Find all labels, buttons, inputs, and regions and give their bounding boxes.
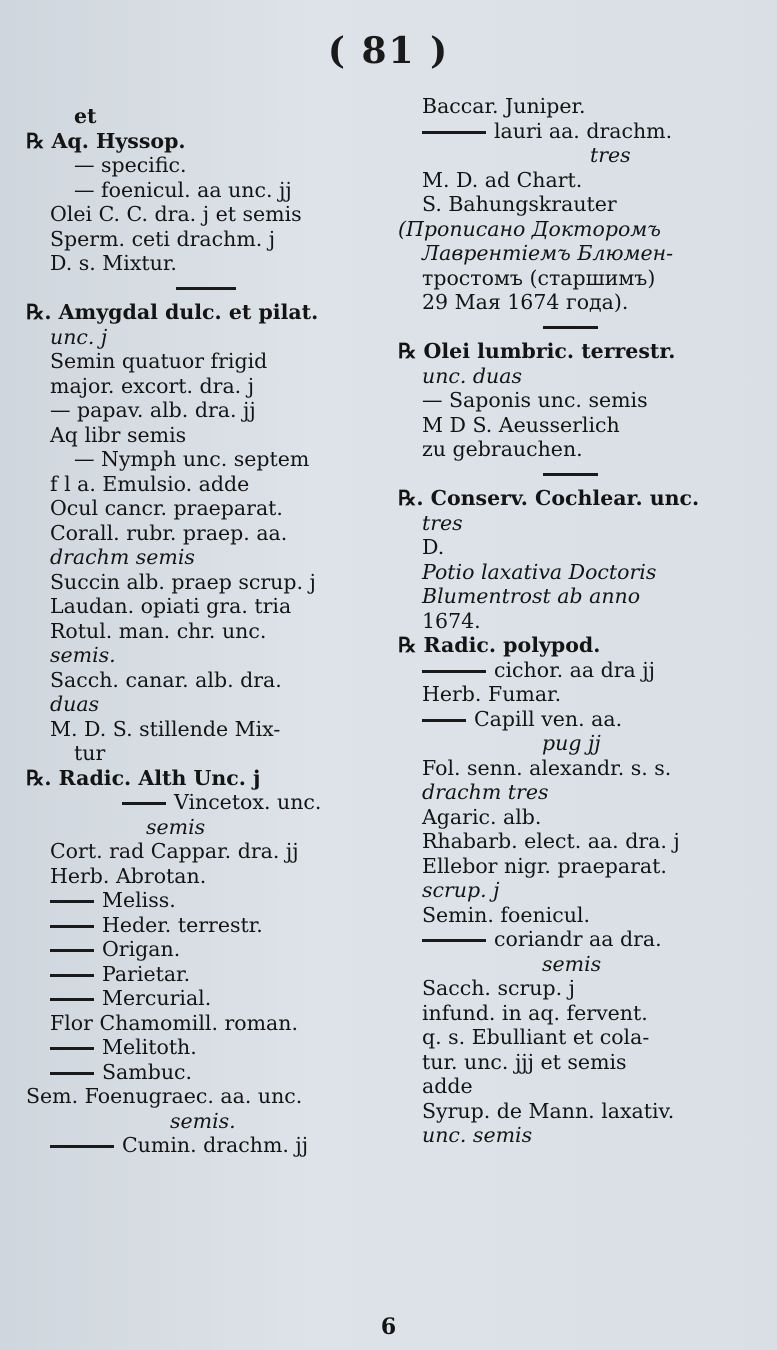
recipe-text: ℞. Conserv. Cochlear. unc. [398,486,700,510]
recipe-text: Sacch. canar. alb. dra. [50,667,282,692]
recipe-line [398,94,758,119]
recipe-text: — foenicul. aa unc. jj [74,177,292,202]
recipe-text: ℞ Aq. Hyssop. [26,128,186,153]
recipe-line [26,766,386,791]
recipe-line [398,658,758,683]
recipe-line [398,560,758,585]
ditto-dash [50,998,94,1001]
recipe-line [26,374,386,399]
ditto-dash [122,802,166,805]
recipe-line [398,192,758,217]
recipe-text: Potio laxativa Doctoris [422,559,657,584]
recipe-text: Semin quatuor frigid [50,349,268,373]
recipe-line [398,413,758,438]
recipe-line [26,178,386,203]
recipe-text: f l a. Emulsio. adde [50,471,250,496]
recipe-line [26,227,386,252]
recipe-text: Semin. foenicul. [422,902,590,927]
recipe-line [26,129,386,154]
recipe-line [26,962,386,987]
recipe-text: scrup. j [422,878,500,902]
recipe-text: Herb. Fumar. [422,682,562,706]
recipe-line [26,1133,386,1158]
recipe-line [398,805,758,830]
recipe-text: semis [146,814,206,839]
recipe-line [398,241,758,266]
recipe-text: Blumentrost ab anno [422,584,641,608]
ditto-dash [50,974,94,977]
recipe-text: semis. [50,643,116,667]
recipe-text: S. Bahungskrauter [422,192,617,216]
recipe-text: major. excort. dra. j [50,373,255,398]
recipe-text: — Saponis unc. semis [422,388,648,412]
recipe-text: Лаврентіемъ Блюмен- [422,241,674,265]
recipe-line [398,486,758,511]
recipe-text: Baccar. Juniper. [422,94,586,118]
recipe-line [26,594,386,619]
recipe-line [398,217,758,242]
recipe-text: ℞ Radic. polypod. [398,633,601,657]
ditto-dash [50,1047,94,1050]
recipe-line [398,854,758,879]
recipe-text: tur. unc. jjj et semis [422,1049,627,1074]
recipe-line [26,398,386,423]
recipe-text: Cort. rad Cappar. dra. jj [50,839,299,863]
recipe-text: ℞ Olei lumbric. terrestr. [398,339,676,363]
recipe-line [398,878,758,903]
recipe-line [398,511,758,536]
recipe-line [26,839,386,864]
ditto-dash [422,131,486,134]
recipe-text: 29 Мая 1674 года). [422,290,629,314]
recipe-text: 1674. [422,608,481,633]
recipe-line [26,815,386,840]
recipe-text: pug jj [542,731,601,755]
recipe-text: Melitoth. [102,1035,197,1059]
recipe-text: Origan. [102,937,181,961]
recipe-line [398,780,758,805]
recipe-line [26,202,386,227]
recipe-text: Flor Chamomill. roman. [50,1010,298,1035]
recipe-text: infund. in aq. fervent. [422,1000,648,1025]
recipe-text: Capill ven. aa. [474,706,623,731]
recipe-line [398,339,758,364]
recipe-text: unc. duas [422,363,522,388]
recipe-line [26,1084,386,1109]
recipe-line [26,521,386,546]
page-number: ( 81 ) [327,30,450,72]
recipe-text: Syrup. de Mann. laxativ. [422,1098,675,1123]
recipe-text: тростомъ (старшимъ) [422,265,656,290]
recipe-line [26,104,386,129]
recipe-text: Sacch. scrup. j [422,976,575,1000]
recipe-line [398,168,758,193]
ditto-dash [50,925,94,928]
recipe-text: Mercurial. [102,986,212,1010]
ditto-dash [50,1145,114,1148]
recipe-text: Sem. Foenugraec. aa. unc. [26,1084,303,1108]
recipe-line [398,388,758,413]
recipe-line [398,1123,758,1148]
recipe-text: tres [590,143,631,167]
recipe-line [26,153,386,178]
recipe-line [398,829,758,854]
recipe-text: drachm tres [422,780,549,804]
recipe-line [398,633,758,658]
recipe-line [398,976,758,1001]
recipe-line [398,609,758,634]
recipe-text: — specific. [74,153,187,177]
recipe-line [398,1074,758,1099]
recipe-text: Parietar. [102,961,191,986]
recipe-text: D. s. Mixtur. [50,251,177,275]
recipe-line [398,731,758,756]
recipe-line [26,325,386,350]
recipe-text: Succin alb. praep scrup. j [50,569,316,594]
recipe-text: Cumin. drachm. jj [122,1133,309,1157]
recipe-line [26,913,386,938]
recipe-text: adde [422,1074,473,1098]
ditto-dash [50,900,94,903]
recipe-text: Laudan. opiati gra. tria [50,594,292,618]
recipe-line [26,888,386,913]
recipe-text: Heder. terrestr. [102,912,263,937]
recipe-line [26,717,386,742]
recipe-line [398,1050,758,1075]
recipe-line [26,1109,386,1134]
recipe-line [398,1025,758,1050]
recipe-line [26,790,386,815]
recipe-line [26,864,386,889]
recipe-text: ℞. Radic. Alth Unc. j [26,765,261,790]
recipe-text: Ellebor nigr. praeparat. [422,853,667,878]
recipe-line [398,1001,758,1026]
recipe-text: zu gebrauchen. [422,437,583,461]
recipe-line [398,903,758,928]
recipe-text: ℞. Amygdal dulc. et pilat. [26,300,319,324]
recipe-text: semis. [170,1108,236,1133]
recipe-line [26,986,386,1011]
recipe-line [398,266,758,291]
recipe-text: lauri aa. drachm. [494,118,673,143]
recipe-line [398,927,758,952]
recipe-line [398,119,758,144]
recipe-text: — Nymph unc. septem [74,447,310,471]
recipe-text: Meliss. [102,888,176,912]
recipe-text: Herb. Abrotan. [50,863,207,888]
recipe-text: Corall. rubr. praep. aa. [50,520,288,545]
right-column [398,94,758,1148]
recipe-text: duas [50,692,100,716]
recipe-line [398,584,758,609]
recipe-text: Vincetox. unc. [174,790,322,814]
recipe-line [26,1035,386,1060]
recipe-line [398,682,758,707]
recipe-text: — papav. alb. dra. jj [50,398,256,422]
recipe-line [398,1099,758,1124]
left-column [26,104,386,1158]
recipe-line [26,692,386,717]
recipe-text: Rotul. man. chr. unc. [50,618,267,643]
recipe-text: q. s. Ebulliant et cola- [422,1025,650,1049]
recipe-line [398,437,758,462]
signature-mark: 6 [380,1314,397,1340]
separator-rule [26,276,386,301]
separator-rule [398,315,758,340]
recipe-text: unc. j [50,324,108,349]
recipe-line [398,290,758,315]
recipe-line [26,251,386,276]
recipe-line [26,619,386,644]
recipe-line [26,1011,386,1036]
recipe-text: Rhabarb. elect. aa. dra. j [422,829,680,853]
recipe-text: Agaric. alb. [422,804,542,829]
recipe-text: cichor. aa dra jj [494,657,655,682]
recipe-text: Sambuc. [102,1059,193,1084]
recipe-line [26,472,386,497]
recipe-text: Sperm. ceti drachm. j [50,226,276,251]
recipe-line [26,447,386,472]
recipe-line [26,300,386,325]
ditto-dash [422,719,466,722]
recipe-line [26,496,386,521]
separator-rule [398,462,758,487]
recipe-text: Olei C. C. dra. j et semis [50,202,302,226]
recipe-line [398,756,758,781]
recipe-line [398,707,758,732]
recipe-text: semis [542,951,602,976]
recipe-line [398,143,758,168]
recipe-text: (Прописано Докторомъ [398,216,661,241]
recipe-text: M. D. S. stillende Mix- [50,716,281,741]
recipe-line [26,1060,386,1085]
recipe-text: Fol. senn. alexandr. s. s. [422,755,672,780]
recipe-line [26,570,386,595]
ditto-dash [50,949,94,952]
recipe-line [26,423,386,448]
recipe-text: M D S. Aeusserlich [422,412,620,437]
ditto-dash [422,670,486,673]
recipe-text: unc. semis [422,1123,533,1147]
recipe-text: Ocul cancr. praeparat. [50,496,283,520]
recipe-line [26,545,386,570]
recipe-line [26,741,386,766]
recipe-line [26,349,386,374]
recipe-line [26,668,386,693]
recipe-line [398,364,758,389]
ditto-dash [50,1072,94,1075]
recipe-text: D. [422,535,445,559]
recipe-text: coriandr aa dra. [494,927,662,951]
recipe-line [398,952,758,977]
recipe-text: tur [74,741,106,765]
recipe-text: tres [422,510,463,535]
recipe-text: et [74,104,97,128]
recipe-text: M. D. ad Chart. [422,167,583,192]
recipe-line [26,643,386,668]
ditto-dash [422,939,486,942]
recipe-line [26,937,386,962]
recipe-text: Aq libr semis [50,422,187,447]
recipe-line [398,535,758,560]
recipe-text: drachm semis [50,545,195,569]
